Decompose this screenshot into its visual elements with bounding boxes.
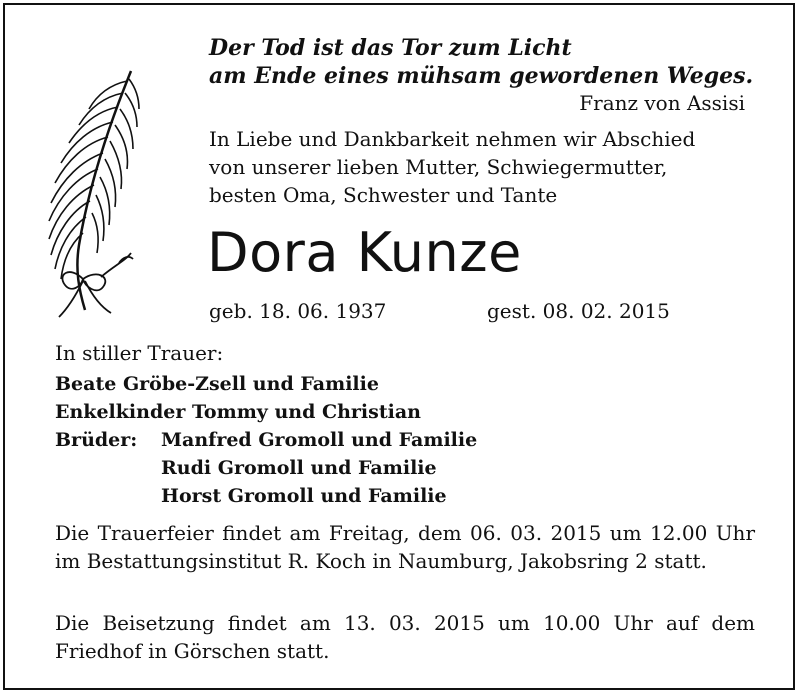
quote-line-1: Der Tod ist das Tor zum Licht (209, 35, 572, 61)
intro-line-2: von unserer lieben Mutter, Schwiegermutter, (209, 155, 668, 179)
quote-author: Franz von Assisi (579, 91, 745, 115)
intro-line-1: In Liebe und Dankbarkeit nehmen wir Abschied (209, 127, 696, 151)
brothers-label: Brüder: (55, 429, 138, 451)
brother-3: Horst Gromoll und Familie (161, 485, 447, 507)
brother-1: Manfred Gromoll und Familie (161, 429, 478, 451)
deceased-name: Dora Kunze (207, 221, 522, 284)
intro-line-3: besten Oma, Schwester und Tante (209, 183, 558, 207)
obituary-card (3, 3, 795, 690)
quote-line-2: am Ende eines mühsam gewordenen Weges. (209, 63, 754, 89)
brother-2: Rudi Gromoll und Familie (161, 457, 437, 479)
birth-date: geb. 18. 06. 1937 (209, 299, 387, 323)
feather-icon (39, 65, 149, 325)
mourner-line-1: Beate Gröbe-Zsell und Familie (55, 373, 379, 395)
mourners-heading: In stiller Trauer: (55, 341, 224, 365)
death-date: gest. 08. 02. 2015 (487, 299, 670, 323)
burial-info: Die Beisetzung findet am 13. 03. 2015 um 10.00 Uhr auf dem Friedhof in Görschen statt. (55, 611, 755, 663)
mourner-line-2: Enkelkinder Tommy und Christian (55, 401, 421, 423)
funeral-info: Die Trauerfeier findet am Freitag, dem 06. 03. 2015 um 12.00 Uhr im Bestattungsinstitut R. Koch in Naumburg, Jakobsring 2 statt. (55, 521, 755, 573)
